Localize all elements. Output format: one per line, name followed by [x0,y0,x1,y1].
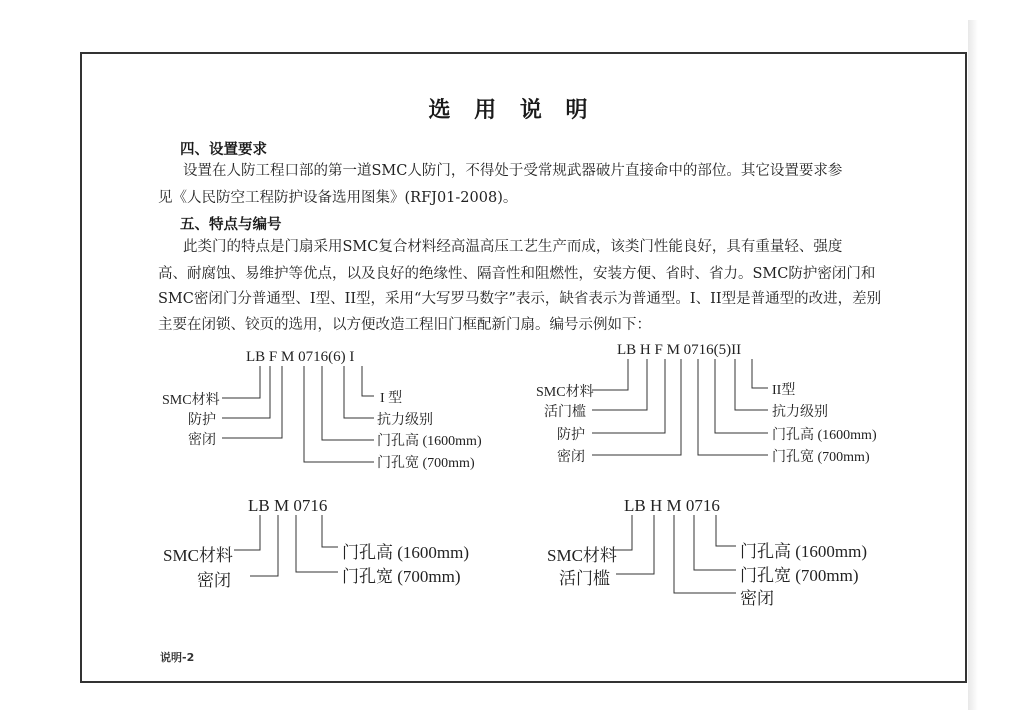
diagram-4-label-height: 门孔高 (1600mm) [740,542,868,561]
diagram-1-label-smc: SMC材料 [162,393,220,408]
diagram-2-label-width: 门孔宽 (700mm) [772,450,870,465]
section-4-heading: 四、设置要求 [180,142,267,158]
section-5-heading: 五、特点与编号 [180,217,282,233]
diagram-1-label-mibi: 密闭 [188,433,216,448]
diagram-1-label-resistance: 抗力级别 [377,413,433,428]
page-title: 选 用 说 明 [428,98,596,123]
diagram-2-label-mibi: 密闭 [557,450,585,465]
diagram-1-label-fanghu: 防护 [188,413,216,428]
page-number: 说明-2 [160,651,195,664]
diagram-1-label-type: I 型 [380,391,403,406]
section-5-line-1: 此类门的特点是门扇采用SMC复合材料经高温高压工艺生产而成，该类门性能良好，具有重量轻、强度 [183,239,843,255]
diagram-4-code: LB H M 0716 [624,496,720,515]
diagram-2-label-resistance: 抗力级别 [772,405,828,420]
diagram-2-label-height: 门孔高 (1600mm) [772,428,877,443]
diagram-2-code: LB H F M 0716(5)II [617,342,742,358]
diagram-3-label-smc: SMC材料 [163,546,233,565]
diagram-2-label-type: II型 [772,383,796,398]
diagram-2-label-fanghu: 防护 [557,428,585,443]
section-4-line-1: 设置在人防工程口部的第一道SMC人防门，不得处于受常规武器破片直接命中的部位。其它设置要求参 [183,163,843,179]
section-5-line-4: 主要在闭锁、铰页的选用，以方便改造工程旧门框配新门扇。编号示例如下： [158,317,651,333]
diagram-2-label-smc: SMC材料 [536,385,594,400]
diagram-3-code: LB M 0716 [248,496,328,515]
diagram-2-label-huomenkan: 活门槛 [544,405,586,420]
section-4-line-2: 见《人民防空工程防护设备选用图集》(RFJ01-2008)。 [158,190,518,206]
diagram-4-label-mibi: 密闭 [740,589,774,608]
diagram-3-label-width: 门孔宽 (700mm) [342,567,461,586]
section-5-line-2: 高、耐腐蚀、易维护等优点，以及良好的绝缘性、隔音性和阻燃性，安装方便、省时、省力。SMC防护密闭门和 [158,266,876,282]
diagram-4-label-smc: SMC材料 [547,546,617,565]
diagram-4-label-width: 门孔宽 (700mm) [740,566,859,585]
diagram-3-label-mibi: 密闭 [197,571,231,590]
diagram-1-label-height: 门孔高 (1600mm) [377,434,482,449]
diagram-3-label-height: 门孔高 (1600mm) [342,543,470,562]
diagram-1-code: LB F M 0716(6) I [246,349,355,365]
diagram-1-label-width: 门孔宽 (700mm) [377,456,475,471]
diagram-4-label-huomenkan: 活门槛 [559,569,610,588]
section-5-line-3: SMC密闭门分普通型、I型、II型，采用“大写罗马数字”表示，缺省表示为普通型。I、II型是普通型的改进，差别 [158,291,882,307]
